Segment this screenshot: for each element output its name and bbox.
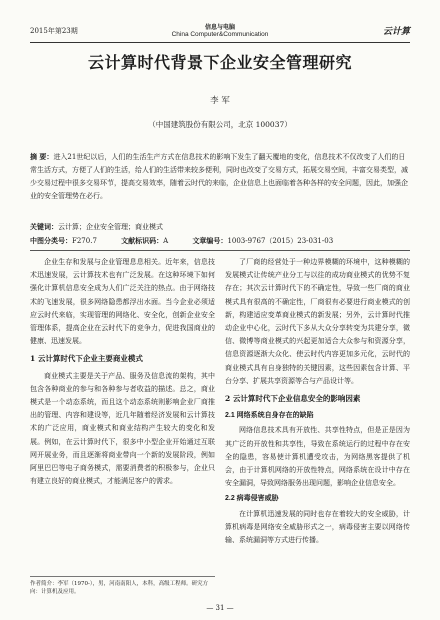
subsection-2-1-paragraph: 网络信息技术具有开放性、共享性特点，但是正是因为其广泛的开放性和共享性，导致在系统运行的过程中存在安全的隐患，容易使计算机遭受攻击，为网络黑客提供了机会，由于计算机网络的开放性特点，网络系统在设计中存在安全漏洞，导致网络服务出现问题，影响企业信息安全。	[225, 426, 410, 488]
clc-label: 中图分类号：	[30, 236, 72, 245]
author-footnote: 作者简介：李军（1970-），男，河南南阳人，本科，高级工程师。研究方向：计算机及应用。	[30, 576, 215, 595]
page-number: — 31 —	[206, 604, 234, 612]
article-id-label: 文章编号：	[192, 236, 228, 245]
clc-number	[30, 237, 97, 245]
journal-title-cn: 信息与电脑	[204, 24, 235, 31]
right-column	[225, 256, 410, 547]
clc-value: F270.7	[72, 237, 97, 245]
doc-code-value: A	[163, 237, 169, 245]
article-id-value: 1003-9767（2015）23-031-03	[227, 237, 334, 245]
divider	[30, 250, 410, 251]
section-label: 云计算	[382, 27, 410, 37]
section-1-heading: 1 云计算时代下企业主要商业模式	[30, 354, 143, 364]
keywords-label: 关键词：	[30, 222, 58, 231]
abstract-label: 摘 要：	[30, 152, 54, 161]
section-1-paragraph: 商业模式主要是关于产品、服务及信息流的架构，其中包含各种商业的参与和各种参与者收益的描述。总之，商业模式是一个动态系统，而且这个动态系统则影响企业厂商推出的管理、内容和建设等，近几年随着经济发展和云计算技术的广泛应用，商业模式和商业结构产生较大的变化和发展。例如，在云计算时代下，很多中小型企业开始通过互联网开展业务，而且逐渐将商业带向一个新的发展阶段，例如阿里巴巴等电子商务模式，需要消费者的积极参与，企业只有建立良好的商业模式，才能满足客户的需求。	[30, 371, 215, 486]
left-column	[30, 256, 215, 488]
subsection-2-2-paragraph: 在计算机迅速发展的同时也存在着较大的安全威胁，计算机病毒是网络安全威胁形式之一，病毒侵害主要以网络传输、系统漏洞等方式进行传播。	[225, 509, 410, 545]
continued-paragraph: 了厂商的经营处于一种边界模糊的环境中，这种模糊的发展模式让传统产业分工与以往的成功商业模式的优势不复存在；其次云计算时代下的不确定性，导致一些厂商的商业模式具有很高的不确定性，厂商很有必要进行商业模式的创新，构建适应变革商业模式的新发展；另外，云计算时代推动企业中心化，云时代下多从大众分享转变为共建分享，微信、微博等商业模式的兴起更加适合大众参与和资源分享，信息资源逐渐大众化、使云时代内容更加多元化，云时代的商业模式具有自身独特的关键因素，这些因素包含计算、平台分享、扩展共享资源等合与产品设计等。	[225, 258, 410, 385]
journal-masthead	[30, 22, 410, 38]
journal-title-en: China Computer&Communication	[171, 31, 269, 38]
doc-code-label: 文献标识码：	[121, 236, 164, 245]
intro-paragraph: 企业生存和发展与企业管理息息相关。近年来，信息技术迅速发展，云计算技术也有广泛发展。在这种环境下如何强化计算机信息安全成为人们广泛关注的热点。由于网络技术的飞速发展，很多网络隐患都浮出水面。当今企业必须适应云时代来临，实现管理的网络化、安全化，创新企业安全管理体系，提高企业在云时代下的竞争力，促进我国商业的健康、迅速发展。	[30, 258, 215, 346]
article-id	[192, 237, 333, 245]
document-code	[121, 237, 168, 245]
abstract-text: 进入21世纪以后，人们的生活生产方式在信息技术的影响下发生了翻天覆地的变化，信息技术不仅改变了人们的日常生活方式，方便了人们的生活，给人们的生活带来较多便利，同时也改变了交易方式，拓展交易空间，丰富交易类型，减少交易过程中很多交易环节，提高交易效率，随着云时代的来临，企业信息上也面临着各种各样的安全问题，因此，加强企业的安全管理势在必行。	[30, 153, 408, 200]
article-title: 云计算时代背景下企业安全管理研究	[87, 53, 352, 72]
keywords	[30, 222, 410, 232]
section-2-heading: 2 云计算时代下企业信息安全的影响因素	[225, 394, 361, 404]
abstract	[30, 150, 410, 203]
subsection-2-1-heading: 2.1 网络系统自身存在的缺陷	[225, 412, 314, 420]
subsection-2-2-heading: 2.2 病毒侵害威胁	[225, 495, 279, 503]
issue-label: 2015年第23期	[30, 27, 78, 35]
author-name: 李 军	[210, 96, 230, 106]
keywords-text: 云计算；企业安全管理；商业模式	[58, 223, 163, 231]
classification-line	[30, 236, 410, 246]
author-affiliation: （中国建筑股份有限公司，北京 100037）	[148, 120, 292, 129]
page-header	[30, 20, 410, 43]
